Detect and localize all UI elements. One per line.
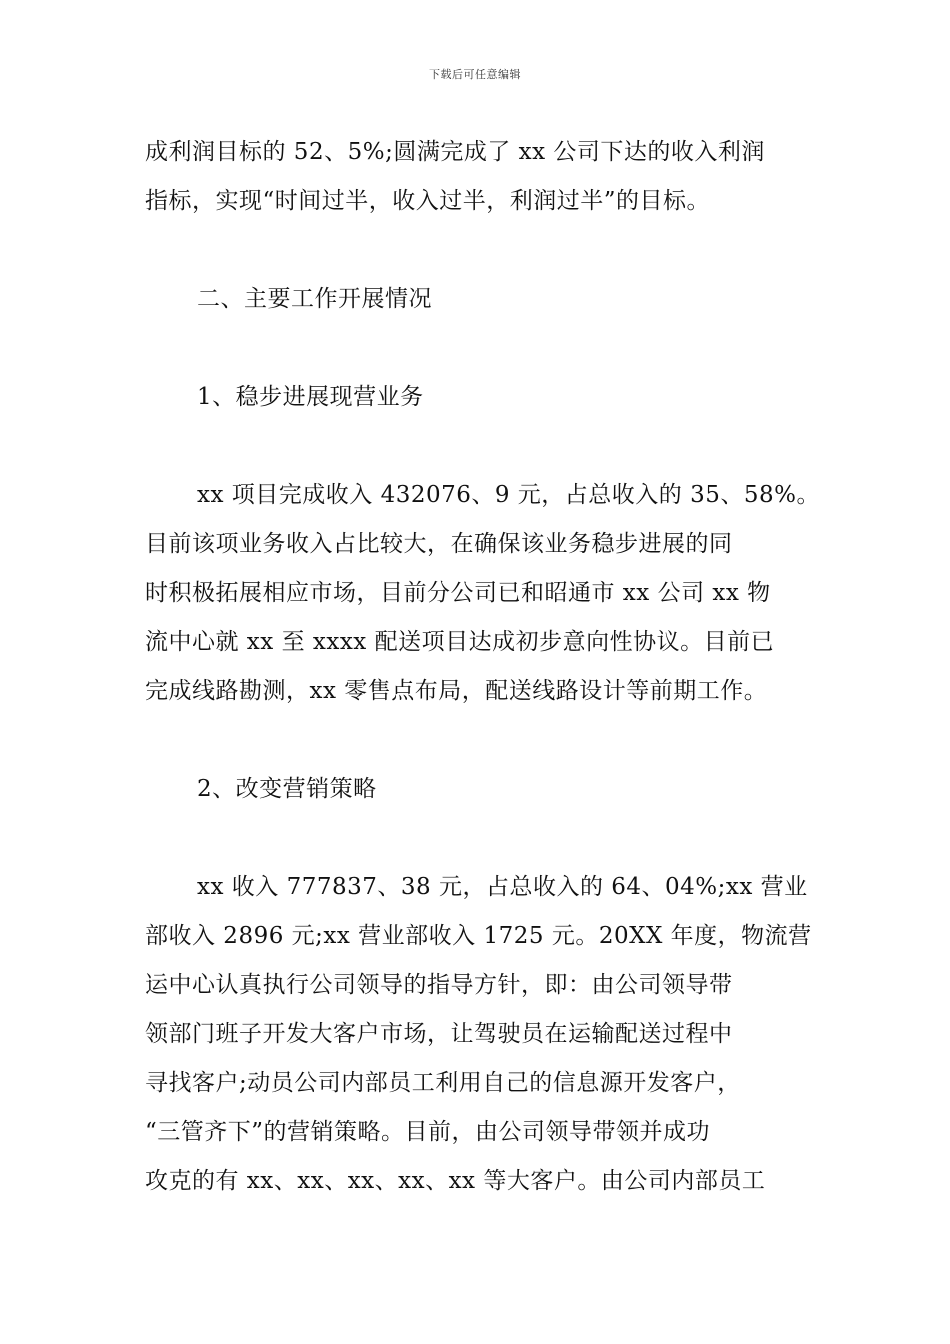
text-line: 部收入 2896 元;xx 营业部收入 1725 元。20XX 年度，物流营 xyxy=(145,923,812,949)
text-line: 运中心认真执行公司领导的指导方针，即：由公司领导带 xyxy=(145,972,733,998)
section-heading: 二、主要工作开展情况 xyxy=(197,286,432,312)
document-body xyxy=(145,128,821,1255)
text-line: 成利润目标的 52、5%;圆满完成了 xx 公司下达的收入利润 xyxy=(145,139,765,165)
text-line: “三管齐下”的营销策略。目前，由公司领导带领并成功 xyxy=(145,1119,711,1145)
text-line: 指标，实现“时间过半，收入过半，利润过半”的目标。 xyxy=(145,188,711,214)
subsection-heading: 2、改变营销策略 xyxy=(197,776,377,802)
text-line: 目前该项业务收入占比较大，在确保该业务稳步进展的同 xyxy=(145,531,733,557)
subsection-heading: 1、稳步进展现营业务 xyxy=(197,384,424,410)
text-line: 时积极拓展相应市场，目前分公司已和昭通市 xx 公司 xx 物 xyxy=(145,580,771,606)
text-line xyxy=(145,1206,815,1255)
text-line: 攻克的有 xx、xx、xx、xx、xx 等大客户。由公司内部员工 xyxy=(145,1168,766,1194)
text-line: 流中心就 xx 至 xxxx 配送项目达成初步意向性协议。目前已 xyxy=(145,629,775,655)
header-watermark: 下载后可任意编辑 xyxy=(429,68,521,81)
text-line: xx 收入 777837、38 元，占总收入的 64、04%;xx 营业 xyxy=(197,874,808,900)
text-line: 领部门班子开发大客户市场，让驾驶员在运输配送过程中 xyxy=(145,1021,733,1047)
text-line: 完成线路勘测，xx 零售点布局，配送线路设计等前期工作。 xyxy=(145,678,768,704)
text-line: 寻找客户;动员公司内部员工利用自己的信息源开发客户， xyxy=(145,1070,741,1096)
text-line: xx 项目完成收入 432076、9 元，占总收入的 35、58%。 xyxy=(197,482,821,508)
